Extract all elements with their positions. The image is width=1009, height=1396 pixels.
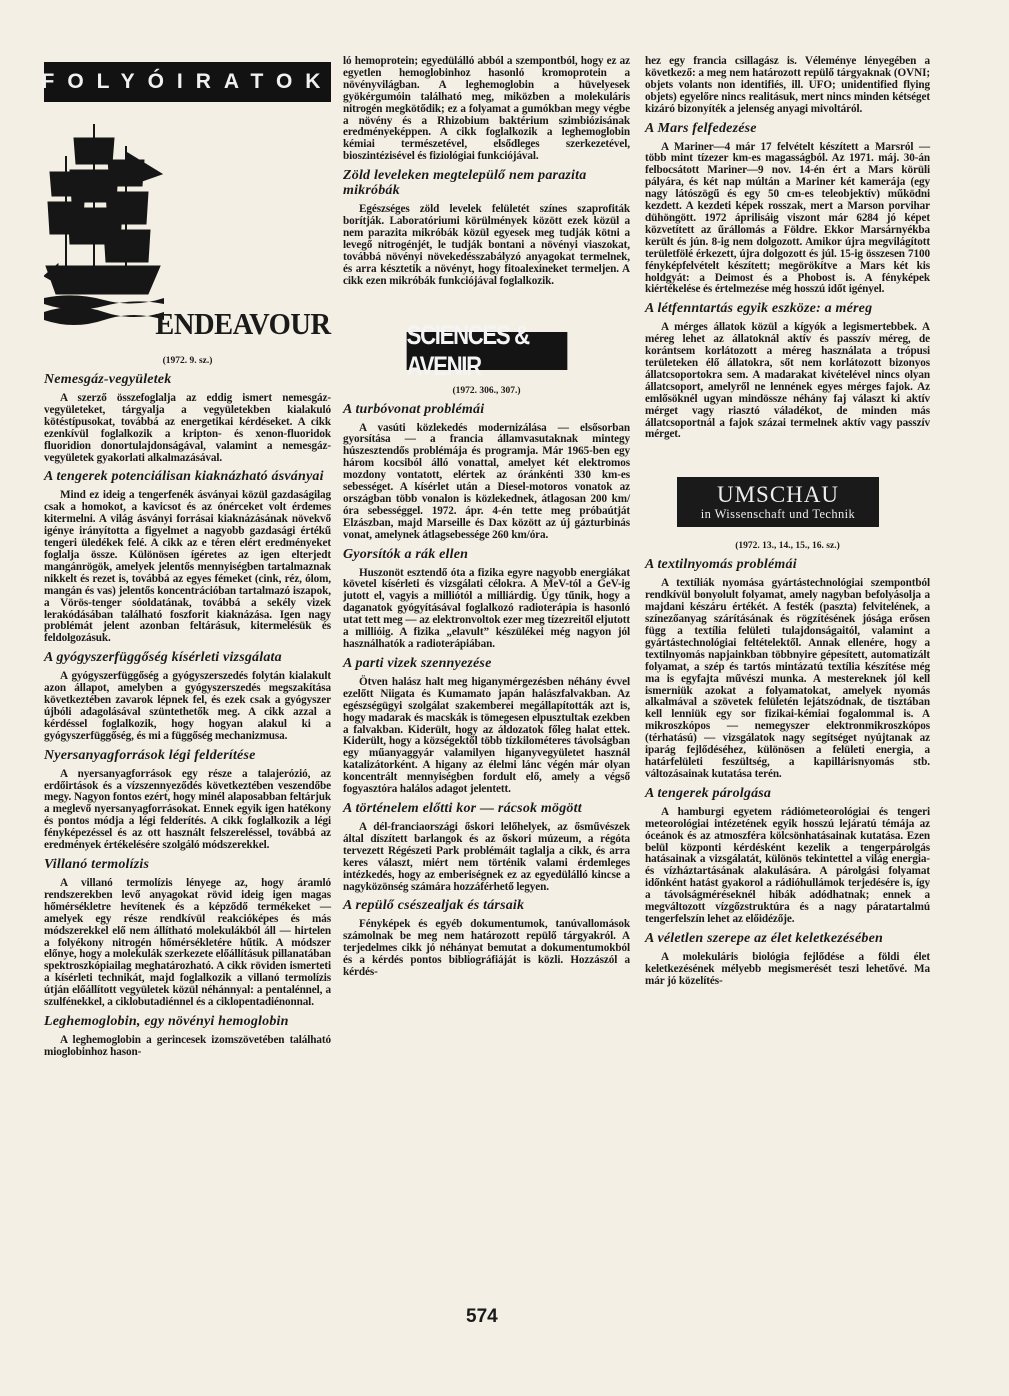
article-body: A nyersanyagforrások egy része a talajerózió, az erdőirtások és a vízszennyeződés következtében veszendőbe megy. Nagyon fontos ezért, hogy minél alaposabban feltárjuk a meglevő nyersanyagforrásokat. Ennek egyik igen hatékony és pontos módja a légi felderítés. A cikk foglalkozik a légi fényképezéssel és az ott használt felszereléssel, továbbá az eredmények értékelésére szolgáló módszerekkel.: [44, 767, 331, 852]
article-body: A hamburgi egyetem rádiómeteorológiai és tengeri meteorológiai intézetének egyik hosszú lejáratú témája az óceánok és az atmoszféra kölcsönhatásainak kutatása. Ezen belül központi kérdésként kezelik a tengerpárolgás hatásainak a vizsgálatát, különös tekintettel a világ energia- és vízháztartásának alakulására. A párolgási folyamat időnként hatást gyakorol a rádióhullámok terjedésére is, így a távolságméréseknél hibák adódhatnak; ennek a megváltozott vízgőzstruktúra és a nagy páratartalmú tengerfelszín lehet az előidézője.: [645, 805, 930, 925]
article-title: A Mars felfedezése: [645, 120, 757, 136]
issue-number: (1972. 306., 307.): [452, 385, 521, 396]
article-title: A parti vizek szennyezése: [343, 655, 492, 671]
article-body: A molekuláris biológia fejlődése a földi élet keletkezésének mélyebb megismerését teszi lehetővé. Ma már jó közelítés-: [645, 950, 930, 987]
issue-number: (1972. 13., 14., 15., 16. sz.): [735, 541, 840, 552]
article: [645, 121, 930, 297]
article-continuation: hez egy francia csillagász is. Véleménye lényegében a következő: a meg nem határozott repülő tárgyaknak (OVNI; objets volants non identifiés, ill. UFO; unidentified flying objets) egyelőre nincs realitásuk, mert nincs minden kétséget kizáró bizonyíték a jelenség anyagi mivoltáról.: [645, 55, 930, 115]
article-title: A történelem előtti kor — rácsok mögött: [343, 800, 582, 816]
article: [44, 1014, 331, 1059]
article-title: Gyorsítók a rák ellen: [343, 546, 469, 562]
issue-number: (1972. 9. sz.): [162, 356, 213, 366]
article-body: Ötven halász halt meg higanymérgezésben néhány évvel ezelőtt Niigata és Kumamato japán halászfalvakban. Az egészségügyi szolgálat szakemberei megállapították azt is, hogy madarak és macskák is tömegesen elpusztultak ezekben a falvakban. Kiderült, hogy az áldozatok főleg halat ettek. Kiderült, hogy a községektől több tízkilométeres távolságban egy műanyaggyár valamilyen higanyvegyületet használ katalizátorként. A higany az élelmi lánc végén már olyan koncentrált mennyiségben fordult elő, amely a végső fogyasztóra halálos adagot jelentett.: [343, 675, 630, 796]
article-body: A textíliák nyomása gyártástechnológiai szempontból rendkívül bonyolult folyamat, amely nagyban befolyásolja a majdani készáru értékét. A festék (paszta) felvitelének, a színezőanyag szárításának és rögzítésének jósága erősen függ a textília felületi tulajdonságaitól, valamint a gyártástechnológiai feltételektől. Annak ellenére, hogy a textilnyomás napjainkban többnyire gépesített, automatizált folyamat, a szép és tartós mintázatú textília készítése még ma is egyfajta művészi munka. A mestereknek jól kell ismerniük azokat a folyamatokat, amelyek nyomás alkalmával a szövetek felületén lejátszódnak, de tisztában kell lenniük egy sor fizikai-kémiai fogalommal is. A mikroszkópos — nemegyszer elektronmikroszkópos (térhatású) — vizsgálatok nagy segítséget nyújtanak az iparág fejlődéséhez, különösen a felületi energia, a határfelületi feszültség, a kapillárisnyomás stb. változásainak kutatása terén.: [645, 577, 930, 780]
article: [343, 898, 630, 979]
article-title: A gyógyszerfüggőség kísérleti vizsgálata: [44, 650, 282, 666]
article: [343, 402, 630, 542]
article: [44, 469, 331, 645]
article: [343, 168, 630, 287]
sailing-ship-icon: [44, 116, 164, 336]
article-body: A mérges állatok közül a kígyók a legismertebbek. A méreg lehet az állatoknál aktív és passzív méreg, de korántsem korlátozott a méreg használata a trópusi területeken élő állatokra, sőt nem korlátozott bizonyos állatcsoportokra sem. A madarakat kivételével nincs olyan állatcsoport, amelyről ne lennének egyes mérges fajok. Az emlősöknél ugyan mindössze néhány faj választ ki aktív mérget vagy riasztó váladékot, de minden más állatcsoportnál a fajok százai termelnek aktív vagy passzív mérget.: [645, 321, 930, 441]
article-title: A turbóvonat problémái: [343, 401, 485, 417]
article-body: A dél-franciaországi őskori lelőhelyek, az ősművészek által díszített barlangok és az őskori múzeum, a régóta tervezett Régészeti Park problémáit taglalja a cikk, és arra keres választ, miért nem történik valami érdemleges intézkedés, hogy az emberiségnek ez az egyedülálló kincse a nagyközönség számára hozzáférhető legyen.: [343, 820, 630, 893]
page-number: 574: [466, 1306, 498, 1327]
column-left: [41, 56, 334, 1063]
section-banner: FOLYÓIRATOK: [44, 62, 331, 102]
article-title: Nyersanyagforrások légi felderítése: [44, 747, 256, 763]
article: [343, 801, 630, 893]
column-right: [645, 56, 930, 992]
article-body: A szerző összefoglalja az eddig ismert nemesgáz-vegyületeket, tárgyalja a vegyületekben kialakuló kötéstípusokat, továbbá az energetikai kérdéseket. A cikk ezenkívül foglalkozik a kripton- és xenon-fluoridok fluoridion donortulajdonságával, valamint a nemesgáz-vegyületek gyakorlati alkalmazásával.: [44, 392, 331, 464]
article-body: A vasúti közlekedés modernizálása — elsősorban gyorsítása — a francia államvasutaknak mintegy húszesztendős problémája és programja. Már 1965-ben egy három kocsiból álló vonattal, amelyet két elektromos mozdony vontatott, elértek az óránkénti 330 km-es sebességet. A kísérlet után a Diesel-motoros vonatok az országban több vonalon is közlekednek, átlagosan 200 km/óra sebességgel. 1972. ápr. 4-én tette meg próbaútját Elzászban, majd Marseille és Dax között az új gázturbinás vonat, amelynek átlagsebessége 260 km/óra.: [343, 421, 630, 541]
article: [645, 931, 930, 988]
article: [645, 786, 930, 926]
article-body: A villanó termolízis lényege az, hogy áramló rendszerekben levő anyagokat rövid ideig igen magas hőmérsékletre hevítenek és a képződő termékeket — amelyek egy része rendkívül reakcióképes és más módszerekkel elő nem állítható molekulákból áll — hirtelen a folyékony nitrogén hőmérsékletére hűtik. A módszer előnye, hogy a molekulák szerkezete előállításuk pillanatában spektroszkópiailag meghatározható. A cikk röviden ismerteti a kísérleti technikát, majd foglalkozik a villanó termolízis útján előállított vegyületek közül néhánnyal: a pentalénnel, a szulfénekkel, a ciklobutadiénnel és a ciklopentadiénonnal.: [44, 877, 331, 1009]
article: [343, 656, 630, 796]
umschau-logo: [677, 477, 879, 527]
umschau-subtitle: in Wissenschaft und Technik: [700, 507, 856, 522]
article-title: A véletlen szerepe az élet keletkezésében: [645, 930, 883, 946]
article-title: Leghemoglobin, egy növényi hemoglobin: [44, 1013, 289, 1029]
sciences-avenir-logo: SCIENCES & AVENIR: [406, 332, 567, 370]
article-title: A textilnyomás problémái: [645, 557, 797, 573]
article: [44, 372, 331, 464]
article: [44, 857, 331, 1009]
article: [44, 748, 331, 852]
article-title: Villanó termolízis: [44, 857, 150, 872]
article: [645, 557, 930, 780]
article-title: A létfenntartás egyik eszköze: a méreg: [645, 301, 873, 317]
article-body: Huszonöt esztendő óta a fizika egyre nagyobb energiákat követel kísérleti és vizsgálati célokra. A MeV-tól a GeV-ig jutott el, vagyis a milliótól a milliárdig. Úgy tűnik, hogy a daganatok gyógyításával foglalkozó radioterápia is hasonló utat tett meg — az elektronvoltok ezer meg tízezreitől eljutott a millióig. A fizika „elavult” készülékei még nagyon jól használhatók a radioterápiában.: [343, 566, 630, 650]
umschau-title: UMSCHAU: [716, 482, 840, 508]
article: [343, 547, 630, 651]
article-body: A gyógyszerfüggőség a gyógyszerszedés folytán kialakult azon állapot, amelyben a gyógyszerszedés megszakítása következtében zavarok lépnek fel, és ezek csak a gyógyszer újbóli adagolásával szüntethetők meg. A cikk azzal a kérdéssel foglalkozik, hogy hogyan alakul ki a gyógyszerfüggőség, és mi a függőség mechanizmusa.: [44, 670, 331, 742]
article-body: Mind ez ideig a tengerfenék ásványai közül gazdaságilag csak a homokot, a kavicsot és az ónérceket volt érdemes kitermelni. A világ ásványi forrásai kiaknázásának növekvő igénye irányította a figyelmet a nagyobb gazdasági értékű tengeri üledékek felé. A cikk az e téren elért eredményeket foglalja össze. Különösen ígéretes az igen elterjedt mangánrögök, amelyek jelentős mennyiségben tartalmaznak nikkelt és rezet is, továbbá az egyes fémeket (cink, réz, ólom, mangán és vas) jelentős koncentrációban tartalmazó iszapok, a Vörös-tenger sóoldatának, továbbá a sekély vizek lerakódásában található foszforit kiaknázása. Igen nagy problémát jelent azonban feltárásuk, kitermelésük és feldolgozásuk.: [44, 489, 331, 645]
article-title: A tengerek párolgása: [645, 785, 772, 801]
article-title: A repülő csészealjak és társaik: [343, 898, 525, 914]
endeavour-logo: [44, 116, 331, 341]
article-title: Nemesgáz-vegyületek: [44, 372, 172, 387]
article-continuation: ló hemoprotein; egyedülálló abból a szempontból, hogy ez az egyetlen hemoglobinhoz hasonló kromoprotein a növényvilágban. A leghemoglobin a hüvelyesek gyökérgumóin található meg, miközben a molekuláris nitrogén megkötődik; ez a folyamat a gumókban megy végbe a növény és a Rhizobium baktérium szimbiózisának eredményeképpen. A cikk foglalkozik a leghemoglobin kémiai természetével, elsődleges szerkezetével, bioszintézisével és fiziológiai funkciójával.: [343, 55, 630, 163]
article: [645, 301, 930, 441]
endeavour-title: ENDEAVOUR: [155, 306, 331, 341]
article-title: Zöld leveleken megtelepülő nem parazita mikróbák: [343, 168, 587, 199]
article-body: Fényképek és egyéb dokumentumok, tanúvallomások számolnak be meg nem határozott repülő tárgyakról. A terjedelmes cikk jó néhányat bemutat a dokumentumokból és a kérdés pontos bibliográfiáját is közli. Hozzászól a kérdés-: [343, 918, 630, 979]
article-body: Egészséges zöld levelek felületét színes szaprofiták borítják. Laboratóriumi körülmények között ezek közül a nem parazita mikróbák közül egyesek meg tudják kötni a levegő nitrogénjét, le tudják bontani a növényi viaszokat, továbbá növényi növekedésszabályzó anyagokat termelnek, és arra késztetik a növényt, hogy fitoalexineket termeljen. A cikk ezen mikróbák funkciójával foglalkozik.: [343, 203, 630, 287]
article: [44, 650, 331, 742]
article-title: A tengerek potenciálisan kiaknázható ásványai: [44, 469, 324, 485]
column-middle: [343, 56, 630, 983]
article-body: A Mariner—4 már 17 felvételt készített a Marsról — több mint tízezer km-es magasságból. Az 1971. máj. 30-án felbocsátott Mariner—9 nov. 14-én ért a Mars körüli pályára, és két nap múltán a Mariner két kamerája (egy nagy látószögű és egy 50 cm-es teleobjektív) működni kezdett. A kezdeti képek rosszak, mert a Marson porvihar dühöngött. 1972 áprilisáig viszont már 6284 jó képet közvetített az űrállomás a Földre. Ekkor Marsárnyékba került és jún. 8-ig nem dolgozott. Amikor újra megvilágított területfölé érkezett, újra dolgozott és júl. 15-ig összesen 7100 fényképfelvételt készített; megörökítve a Mars két kis holdgyát: a Deimost és a Phobost is. A fényképek kiértékelése és értelmezése még hosszú időt igényel.: [645, 140, 930, 296]
article-body: A leghemoglobin a gerincesek izomszövetében található mioglobinhoz hason-: [44, 1033, 331, 1058]
